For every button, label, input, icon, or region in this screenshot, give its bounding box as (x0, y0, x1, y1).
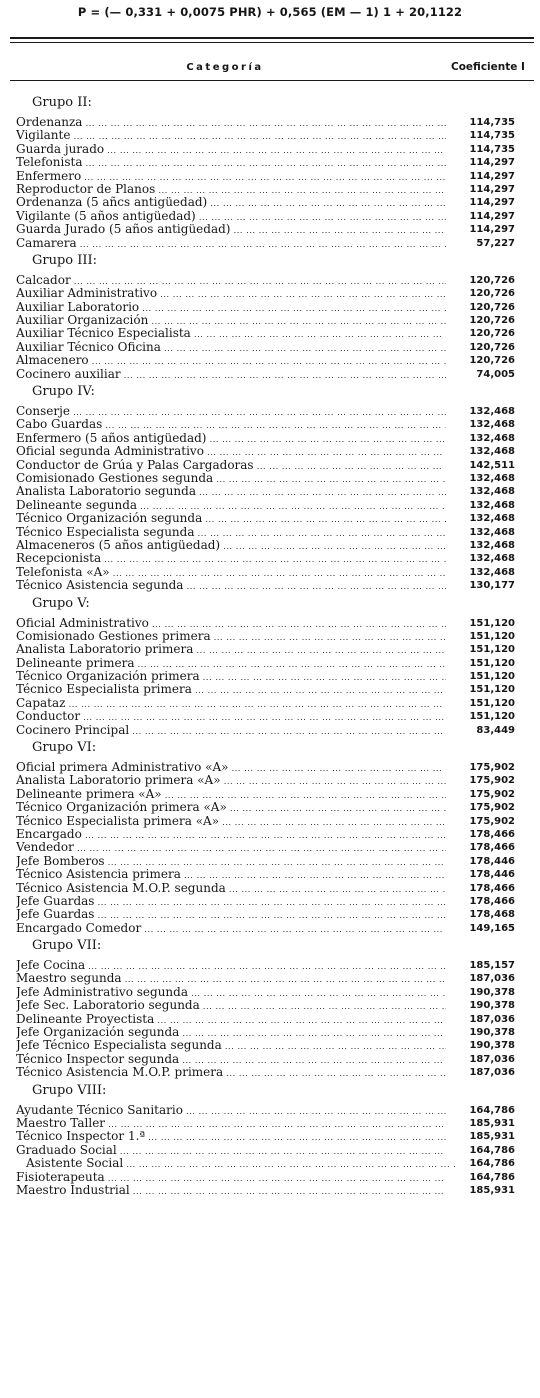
category-cell: Encargado ... . (16, 828, 446, 842)
table-row (16, 512, 538, 525)
category-cell: Delineante primera ... . (16, 657, 446, 671)
category-cell: Recepcionista ... . (16, 552, 446, 566)
category-cell: Cabo Guardas ... . (16, 418, 446, 432)
table-row (16, 445, 538, 458)
category-cell: Jefe Organización segunda ... . (16, 1026, 446, 1040)
category-cell: Técnico Especialista segunda ... . (16, 526, 446, 540)
column-header-coefficient: Coeficiente I (451, 61, 525, 73)
category-cell: Auxiliar Organización ... . (16, 314, 446, 328)
category-cell: Cocinero auxiliar ... . (16, 368, 446, 382)
category-cell: Jefe Bomberos ... . (16, 855, 446, 869)
category-cell: Guarda Jurado (5 años antigüedad) ... . (16, 223, 446, 237)
category-cell: Jefe Administrativo segunda ... . (16, 986, 446, 1000)
table-row (16, 999, 538, 1012)
table-row (16, 539, 538, 552)
table-row (16, 156, 538, 169)
table-row (16, 418, 538, 431)
table-row (16, 143, 538, 156)
category-cell: Técnico Asistencia primera ... . (16, 868, 446, 882)
group-section (16, 939, 538, 1080)
coefficient-cell: 120,726 (469, 288, 515, 300)
table-row (16, 170, 538, 183)
coefficient-cell: 164,786 (469, 1158, 515, 1170)
category-cell: Jefe Técnico Especialista segunda ... . (16, 1039, 446, 1053)
group-section (16, 1084, 538, 1198)
coefficient-cell: 185,931 (469, 1184, 515, 1196)
group-title: Grupo VIII: (32, 1082, 107, 1098)
table-row (16, 237, 538, 250)
table-row (16, 1184, 538, 1197)
coefficient-cell: 151,120 (469, 711, 515, 723)
table-row (16, 1026, 538, 1039)
table-row (16, 908, 538, 921)
table-row (16, 432, 538, 445)
table-row (16, 1130, 538, 1143)
coefficient-cell: 175,902 (469, 788, 515, 800)
header-rule-top-thin (10, 42, 534, 43)
category-cell: Asistente Social ... . (16, 1157, 456, 1171)
coefficient-cell: 178,466 (469, 828, 515, 840)
coefficient-cell: 120,726 (469, 341, 515, 353)
coefficient-cell: 190,378 (469, 1040, 515, 1052)
group-section (16, 254, 538, 381)
coefficient-cell: 187,036 (469, 1067, 515, 1079)
category-cell: Calcador ... . (16, 274, 446, 288)
table-row (16, 1104, 538, 1117)
table-row (16, 761, 538, 774)
category-cell: Cocinero Principal ... . (16, 724, 446, 738)
table-row (16, 617, 538, 630)
coefficient-cell: 178,446 (469, 855, 515, 867)
category-cell: Fisioterapeuta ... . (16, 1171, 446, 1185)
category-cell: Oficial primera Administrativo «A» ... . (16, 761, 446, 775)
table-row (16, 959, 538, 972)
table-row (16, 301, 538, 314)
table-row (16, 314, 538, 327)
category-cell: Enfermero ... . (16, 170, 446, 184)
table-row (16, 774, 538, 787)
category-cell: Reproductor de Planos ... . (16, 183, 446, 197)
category-cell: Telefonista «A» ... . (16, 566, 446, 580)
group-section (16, 96, 538, 250)
table-row (16, 405, 538, 418)
group-title: Grupo V: (32, 595, 90, 611)
category-cell: Auxiliar Laboratorio ... . (16, 301, 446, 315)
header-rule-bottom (10, 80, 534, 81)
coefficient-cell: 132,468 (469, 472, 515, 484)
coefficient-cell: 151,120 (469, 617, 515, 629)
table-row (16, 223, 538, 236)
coefficient-cell: 178,468 (469, 909, 515, 921)
table-row (16, 472, 538, 485)
table-row (16, 129, 538, 142)
table-row (16, 1053, 538, 1066)
coefficient-cell: 132,468 (469, 513, 515, 525)
coefficient-cell: 185,931 (469, 1118, 515, 1129)
coefficient-cell: 114,735 (469, 130, 515, 142)
table-row (16, 1013, 538, 1026)
category-cell: Conductor ... . (16, 710, 446, 724)
table-row (16, 1157, 538, 1170)
coefficient-cell: 178,466 (469, 882, 515, 894)
coefficient-cell: 190,378 (469, 986, 515, 998)
category-cell: Vigilante (5 años antigüedad) ... . (16, 210, 446, 224)
table-row (16, 868, 538, 881)
coefficient-cell: 151,120 (469, 684, 515, 696)
category-cell: Maestro segunda ... . (16, 972, 446, 986)
coefficient-cell: 178,446 (469, 869, 515, 881)
coefficient-cell: 114,297 (469, 183, 515, 195)
category-cell: Técnico Organización segunda ... . (16, 512, 446, 526)
coefficient-cell: 151,120 (469, 697, 515, 709)
category-cell: Ayudante Técnico Sanitario ... . (16, 1104, 446, 1118)
coefficient-cell: 114,297 (469, 170, 515, 182)
category-cell: Ordenanza ... . (16, 116, 446, 130)
category-cell: Delineante segunda ... . (16, 499, 446, 513)
coefficient-cell: 132,468 (469, 486, 515, 498)
coefficient-cell: 185,931 (469, 1131, 515, 1143)
coefficient-cell: 132,468 (469, 406, 515, 418)
category-cell: Analista Laboratorio primera ... . (16, 643, 446, 657)
coefficient-cell: 187,036 (469, 973, 515, 985)
coefficient-cell: 175,902 (469, 775, 515, 787)
table-row (16, 116, 538, 129)
coefficient-cell: 120,726 (469, 355, 515, 367)
table-row (16, 287, 538, 300)
table-row (16, 855, 538, 868)
table-row (16, 526, 538, 539)
coefficient-cell: 132,468 (469, 432, 515, 444)
coefficient-cell: 114,735 (469, 143, 515, 155)
table-row (16, 579, 538, 592)
group-section (16, 741, 538, 935)
table-row (16, 566, 538, 579)
coefficient-cell: 164,786 (469, 1171, 515, 1183)
category-cell: Vendedor ... . (16, 841, 446, 855)
table-row (16, 724, 538, 737)
coefficient-cell: 151,120 (469, 657, 515, 669)
formula-heading: P = (— 0,331 + 0,0075 PHR) + 0,565 (EM — 1) 1 + 20,1122 (77, 5, 463, 19)
table-row (16, 341, 538, 354)
category-cell: Vigilante ... . (16, 129, 446, 143)
coefficient-cell: 142,511 (469, 459, 515, 471)
table-row (16, 630, 538, 643)
coefficient-cell: 151,120 (469, 671, 515, 683)
coefficient-cell: 114,297 (469, 157, 515, 169)
coefficient-cell: 151,120 (469, 644, 515, 656)
category-cell: Maestro Industrial ... . (16, 1184, 446, 1198)
table-row (16, 841, 538, 854)
table-row (16, 801, 538, 814)
coefficient-cell: 132,468 (469, 419, 515, 431)
category-cell: Ordenanza (5 añcs antigüedad) ... . (16, 196, 446, 210)
category-cell: Encargado Comedor ... . (16, 922, 446, 936)
group-title: Grupo IV: (32, 384, 95, 400)
category-cell: Auxiliar Administrativo ... . (16, 287, 446, 301)
category-cell: Analista Laboratorio primera «A» ... . (16, 774, 446, 788)
table-row (16, 210, 538, 223)
coefficient-cell: 120,726 (469, 301, 515, 313)
category-cell: Auxiliar Técnico Especialista ... . (16, 327, 446, 341)
column-header-category: Categoría (186, 62, 264, 73)
category-cell: Técnico Organización primera ... . (16, 670, 446, 684)
coefficient-cell: 120,726 (469, 315, 515, 327)
table-row (16, 972, 538, 985)
category-cell: Jefe Cocina ... . (16, 959, 446, 973)
category-cell: Guarda jurado ... . (16, 143, 446, 157)
coefficient-cell: 185,157 (469, 960, 515, 972)
category-cell: Oficial segunda Administrativo ... . (16, 445, 446, 459)
coefficient-cell: 187,036 (469, 1053, 515, 1065)
coefficient-cell: 132,468 (469, 553, 515, 565)
category-cell: Jefe Guardas ... . (16, 908, 446, 922)
coefficient-cell: 132,468 (469, 566, 515, 578)
coefficient-cell: 114,297 (469, 210, 515, 222)
coefficient-cell: 120,726 (469, 274, 515, 286)
table-row (16, 828, 538, 841)
group-title: Grupo VI: (32, 740, 97, 756)
coefficient-cell: 132,468 (469, 539, 515, 551)
coefficient-cell: 178,466 (469, 895, 515, 907)
coefficient-cell: 130,177 (469, 580, 515, 592)
group-title: Grupo II: (32, 95, 92, 110)
table-row (16, 922, 538, 935)
coefficient-cell: 57,227 (476, 237, 515, 249)
coefficient-cell: 190,378 (469, 1000, 515, 1012)
table-row (16, 274, 538, 287)
coefficient-cell: 175,902 (469, 815, 515, 827)
coefficient-cell: 164,786 (469, 1144, 515, 1156)
category-cell: Comisionado Gestiones segunda ... . (16, 472, 446, 486)
header-rule-top (10, 37, 534, 39)
table-row (16, 683, 538, 696)
coefficient-cell: 114,297 (469, 224, 515, 236)
table-row (16, 196, 538, 209)
coefficient-table (16, 96, 538, 1201)
table-row (16, 499, 538, 512)
coefficient-cell: 74,005 (476, 368, 515, 380)
category-cell: Graduado Social ... . (16, 1144, 446, 1158)
table-row (16, 657, 538, 670)
category-cell: Delineante primera «A» ... . (16, 788, 446, 802)
table-row (16, 670, 538, 683)
category-cell: Camarera ... . (16, 237, 446, 251)
category-cell: Técnico Organización primera «A» ... . (16, 801, 446, 815)
table-row (16, 788, 538, 801)
category-cell: Maestro Taller ... . (16, 1117, 446, 1131)
table-row (16, 986, 538, 999)
category-cell: Técnico Asistencia M.O.P. primera ... . (16, 1066, 446, 1080)
table-row (16, 1171, 538, 1184)
group-section (16, 385, 538, 592)
coefficient-cell: 132,468 (469, 526, 515, 538)
category-cell: Delineante Proyectista ... . (16, 1013, 446, 1027)
table-row (16, 1117, 538, 1130)
table-row (16, 895, 538, 908)
group-section (16, 597, 538, 738)
coefficient-cell: 114,735 (469, 117, 515, 128)
category-cell: Enfermero (5 años antigüedad) ... . (16, 432, 446, 446)
category-cell: Técnico Asistencia segunda ... . (16, 579, 446, 593)
group-title: Grupo VII: (32, 938, 102, 954)
table-row (16, 710, 538, 723)
coefficient-cell: 149,165 (469, 922, 515, 934)
category-cell: Conductor de Grúa y Palas Cargadoras ... . (16, 459, 446, 473)
table-row (16, 183, 538, 196)
group-title: Grupo III: (32, 252, 98, 268)
coefficient-cell: 175,902 (469, 762, 515, 774)
category-cell: Técnico Especialista primera «A» ... . (16, 815, 446, 829)
table-row (16, 643, 538, 656)
table-row (16, 815, 538, 828)
category-cell: Telefonista ... . (16, 156, 446, 170)
coefficient-cell: 190,378 (469, 1027, 515, 1039)
table-row (16, 354, 538, 367)
table-row (16, 697, 538, 710)
table-row (16, 552, 538, 565)
table-row (16, 327, 538, 340)
table-row (16, 1144, 538, 1157)
category-cell: Capataz ... . (16, 697, 446, 711)
category-cell: Auxiliar Técnico Oficina ... . (16, 341, 446, 355)
coefficient-cell: 114,297 (469, 197, 515, 209)
table-row (16, 368, 538, 381)
table-row (16, 882, 538, 895)
coefficient-cell: 151,120 (469, 630, 515, 642)
category-cell: Técnico Especialista primera ... . (16, 683, 446, 697)
table-row (16, 1039, 538, 1052)
category-cell: Jefe Sec. Laboratorio segunda ... . (16, 999, 446, 1013)
category-cell: Técnico Asistencia M.O.P. segunda ... . (16, 882, 446, 896)
category-cell: Analista Laboratorio segunda ... . (16, 485, 446, 499)
table-row (16, 459, 538, 472)
category-cell: Técnico Inspector 1.ª ... . (16, 1130, 446, 1144)
table-row (16, 485, 538, 498)
coefficient-cell: 83,449 (476, 724, 515, 736)
category-cell: Oficial Administrativo ... . (16, 617, 446, 631)
category-cell: Jefe Guardas ... . (16, 895, 446, 909)
coefficient-cell: 178,466 (469, 842, 515, 854)
coefficient-cell: 132,468 (469, 446, 515, 458)
category-cell: Almaceneros (5 años antigüedad) ... . (16, 539, 446, 553)
coefficient-cell: 187,036 (469, 1013, 515, 1025)
coefficient-cell: 120,726 (469, 328, 515, 340)
coefficient-cell: 175,902 (469, 802, 515, 814)
category-cell: Comisionado Gestiones primera ... . (16, 630, 446, 644)
category-cell: Conserje ... . (16, 405, 446, 419)
coefficient-cell: 132,468 (469, 499, 515, 511)
category-cell: Almacenero ... . (16, 354, 446, 368)
category-cell: Técnico Inspector segunda ... . (16, 1053, 446, 1067)
table-row (16, 1066, 538, 1079)
coefficient-cell: 164,786 (469, 1104, 515, 1116)
